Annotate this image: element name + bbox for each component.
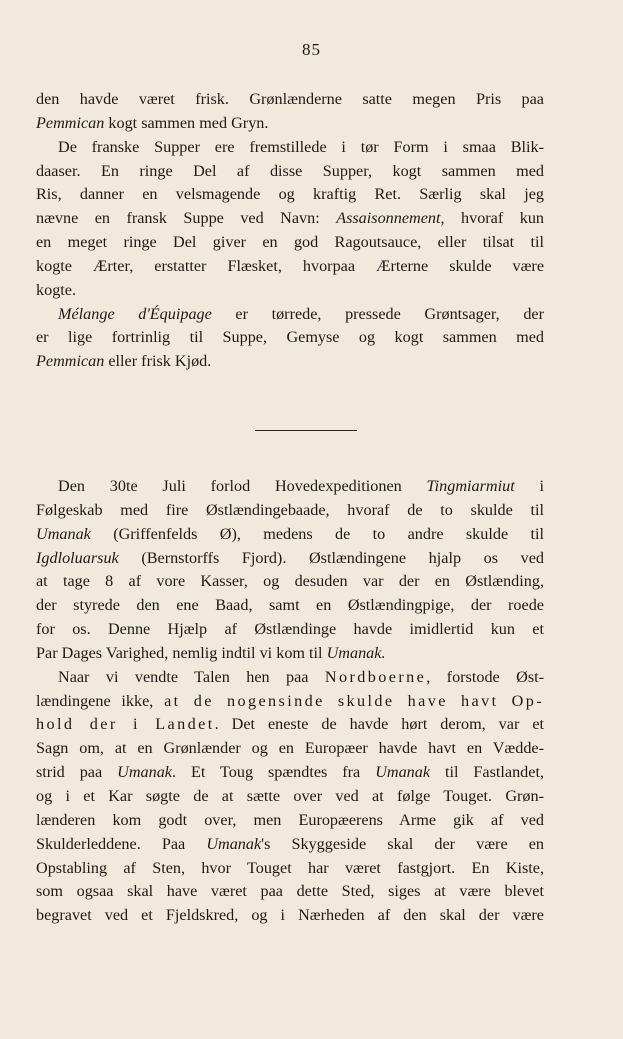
text-line <box>36 523 544 547</box>
text-segment: kogte. <box>36 280 77 299</box>
text-segment: daaser. En ringe Del af disse Supper, kogt sammen med <box>36 161 544 180</box>
text-line <box>36 857 544 881</box>
text-line <box>36 809 544 833</box>
text-line <box>36 88 544 112</box>
text-segment: lænderen kom godt over, men Europæerens Arme gik af ved <box>36 810 544 829</box>
text-line <box>36 618 544 642</box>
text-segment: , forstode Øst- <box>426 667 545 686</box>
text-segment: (Griffenfelds Ø), medens de to andre skulde til <box>90 524 544 543</box>
text-segment: lændingene ikke, <box>36 691 165 710</box>
text-line <box>36 231 544 255</box>
italic-term: Tingmiarmiut <box>426 477 515 495</box>
italic-term: Mélange d'Équipage <box>58 304 212 323</box>
text-segment: Den 30te Juli forlod Hovedexpeditionen <box>58 477 427 495</box>
text-segment: kogt sammen med Gryn. <box>104 113 269 132</box>
text-segment: som ogsaa skal have været paa dette Sted, siges at være blevet <box>36 882 544 901</box>
text-segment: og i et Kar søgte de at sætte over ved at følge Touget. Grøn- <box>36 786 544 805</box>
text-line <box>36 737 544 761</box>
text-segment: . Det eneste de havde hørt derom, var et <box>214 715 545 734</box>
text-line <box>36 279 544 303</box>
spaced-emphasis: at de nogensinde skulde have havt Op- <box>164 691 545 710</box>
text-line <box>36 547 544 571</box>
spaced-emphasis: Nordboerne <box>324 667 427 686</box>
text-segment: Sagn om, at en Grønlænder og en Europæer havde havt en Vædde- <box>36 739 544 758</box>
text-line <box>36 785 544 809</box>
text-line <box>36 112 544 136</box>
paragraph-block-top <box>36 88 544 374</box>
text-segment: for os. Denne Hjælp af Østlændinge havde imidlertid kun et <box>36 620 544 639</box>
text-line <box>36 350 544 374</box>
text-line <box>36 475 544 499</box>
section-divider <box>255 430 357 431</box>
text-segment: den havde været frisk. Grønlænderne satte megen Pris paa <box>36 90 544 108</box>
italic-term: Assaisonnement <box>336 209 441 228</box>
text-line <box>36 833 544 857</box>
text-line <box>36 136 544 160</box>
text-segment: til Fastlandet, <box>430 763 544 782</box>
text-line <box>36 183 544 207</box>
text-line <box>36 207 544 231</box>
italic-term: Umanak <box>206 834 262 853</box>
text-line <box>36 499 544 523</box>
text-segment: Naar vi vendte Talen hen paa <box>58 667 325 686</box>
text-segment: Skulderleddene. Paa <box>36 834 207 853</box>
text-segment: eller frisk Kjød. <box>104 352 212 371</box>
italic-term: Umanak <box>375 763 431 782</box>
text-segment: Par Dages Varighed, nemlig indtil vi kom til <box>36 643 327 662</box>
text-segment: er lige fortrinlig til Suppe, Gemyse og kogt sammen med <box>36 328 544 347</box>
text-segment: der styrede den ene Baad, samt en Østlændingpige, der roede <box>36 596 544 615</box>
text-line <box>36 326 544 350</box>
text-segment: nævne en fransk Suppe ved Navn: <box>36 209 337 228</box>
text-segment: . Et Toug spændtes fra <box>171 763 376 782</box>
text-line <box>36 761 544 785</box>
text-segment: Følgeskab med fire Østlændingebaade, hvoraf de to skulde til <box>36 500 544 519</box>
text-line <box>36 690 544 714</box>
text-segment: er tørrede, pressede Grøntsager, der <box>211 304 544 323</box>
paragraph-block-bottom <box>36 475 544 928</box>
italic-term: Umanak <box>117 763 172 782</box>
text-line <box>36 666 544 690</box>
text-line <box>36 642 544 666</box>
text-segment: 's Skyggeside skal der være en <box>261 834 545 853</box>
text-line <box>36 160 544 184</box>
italic-term: Igdloluarsuk <box>36 548 119 567</box>
text-segment: Ris, danner en velsmagende og kraftig Ret. Særlig skal jeg <box>36 185 544 204</box>
text-segment: strid paa <box>36 763 118 782</box>
text-segment: Opstabling af Sten, hvor Touget har været fastgjort. En Kiste, <box>36 858 544 877</box>
text-segment: kogte Ærter, erstatter Flæsket, hvorpaa Ærterne skulde være <box>36 256 544 275</box>
italic-term: Pemmican <box>36 113 105 132</box>
text-segment: begravet ved et Fjeldskred, og i Nærheden af den skal der være <box>36 906 544 925</box>
italic-term: Umanak. <box>326 643 386 662</box>
text-segment: (Bernstorffs Fjord). Østlændingene hjalp os ved <box>118 548 544 567</box>
page-number: 85 <box>302 40 321 59</box>
text-segment: at tage 8 af vore Kasser, og desuden var der en Østlænding, <box>36 572 544 591</box>
text-line <box>36 713 544 737</box>
text-segment: i <box>514 477 544 495</box>
text-segment: De franske Supper ere fremstillede i tør Form i smaa Blik- <box>58 137 544 156</box>
text-line <box>36 904 544 928</box>
text-segment: , hvoraf kun <box>440 209 545 228</box>
italic-term: Pemmican <box>36 352 105 371</box>
spaced-emphasis: hold der i Landet <box>36 715 215 734</box>
text-line <box>36 570 544 594</box>
text-line <box>36 255 544 279</box>
italic-term: Umanak <box>36 524 91 543</box>
text-line <box>36 594 544 618</box>
text-line <box>36 880 544 904</box>
text-segment: en meget ringe Del giver en god Ragoutsauce, eller tilsat til <box>36 233 544 252</box>
text-line <box>36 303 544 327</box>
